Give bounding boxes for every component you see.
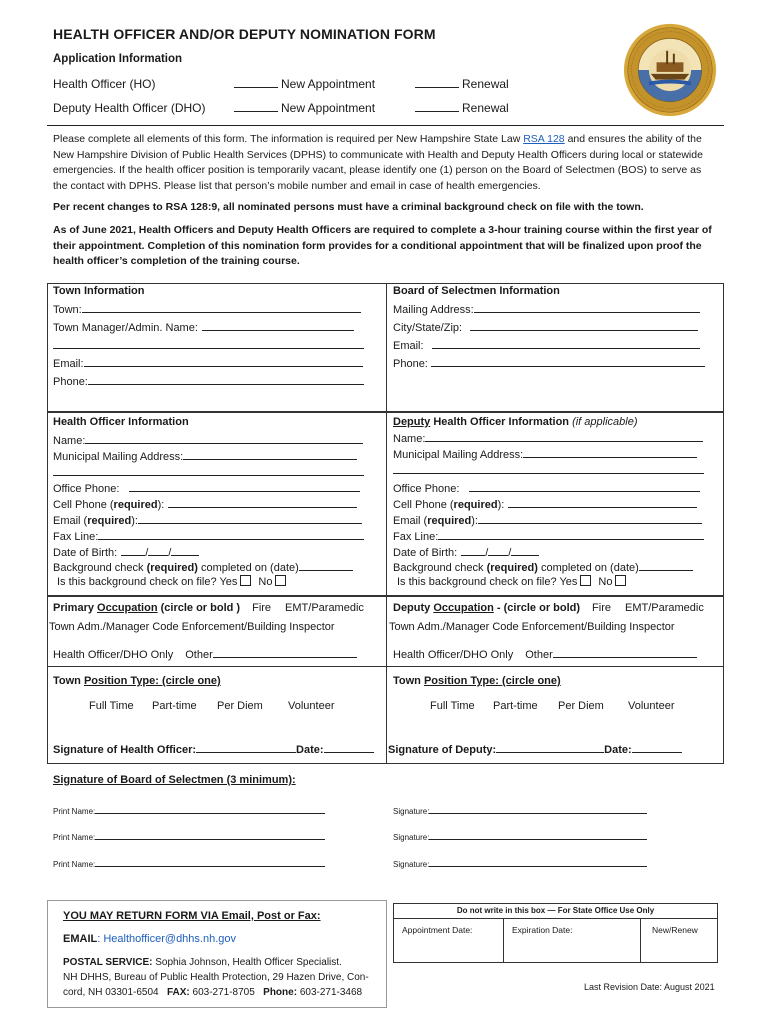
- dho-renewal-blank[interactable]: [415, 101, 459, 112]
- dho-fax-field[interactable]: Fax Line:: [393, 529, 704, 543]
- dho-office-phone-field[interactable]: Office Phone:: [393, 481, 700, 495]
- dho-mailing-line2[interactable]: [393, 463, 704, 477]
- bos-signature-2[interactable]: Signature:: [393, 832, 647, 842]
- ho-position-part[interactable]: Part-time: [152, 700, 197, 712]
- office-use-heading: Do not write in this box — For State Office Use Only: [456, 906, 655, 915]
- ho-cell-field[interactable]: Cell Phone (required):: [53, 497, 357, 511]
- town-email-field[interactable]: Email:: [53, 356, 363, 370]
- ho-renewal-label: Renewal: [462, 77, 509, 91]
- ho-mailing-field[interactable]: Municipal Mailing Address:: [53, 449, 357, 463]
- ho-office-phone-field[interactable]: Office Phone:: [53, 481, 360, 495]
- background-check-notice: Per recent changes to RSA 128:9, all nominated persons must have a criminal background check on file with the town.: [53, 201, 644, 213]
- header-divider: [47, 125, 724, 126]
- office-appointment-date: Appointment Date:: [402, 925, 473, 935]
- office-use-header-line: [393, 918, 718, 919]
- deputy-occupation-row: Deputy Occupation - (circle or bold) Fire EMT/Paramedic: [393, 602, 704, 614]
- deputy-occupation-emt-option[interactable]: EMT/Paramedic: [625, 602, 704, 614]
- deputy-occupation-ho-only-option[interactable]: Health Officer/DHO Only: [393, 649, 514, 661]
- training-notice: As of June 2021, Health Officers and Deputy Health Officers are required to complete a 3-hour training course within the first year of their appointment. Completion of this nomination form provides for a conditional appointment that will be finalized upon proof the health officer’s completion of the training course.: [53, 224, 712, 267]
- officer-divider: [386, 412, 387, 596]
- dho-dob-field[interactable]: Date of Birth: / /: [393, 545, 539, 559]
- office-use-divider-2: [640, 918, 641, 963]
- dho-position-part[interactable]: Part-time: [493, 700, 538, 712]
- bos-email-field[interactable]: Email:: [393, 338, 700, 352]
- dho-position-volunteer[interactable]: Volunteer: [628, 700, 675, 712]
- bos-print-name-3[interactable]: Print Name:: [53, 859, 325, 869]
- ho-mailing-line2[interactable]: [53, 465, 364, 479]
- bos-mailing-field[interactable]: Mailing Address:: [393, 302, 700, 316]
- ho-onfile-yes-checkbox[interactable]: [240, 575, 251, 586]
- dho-onfile-yes-checkbox[interactable]: [580, 575, 591, 586]
- ho-onfile-no-checkbox[interactable]: [275, 575, 286, 586]
- dho-renewal-label: Renewal: [462, 101, 509, 115]
- bos-print-name-1[interactable]: Print Name:: [53, 806, 325, 816]
- occupation-fire-option[interactable]: Fire: [252, 602, 272, 614]
- office-use-divider-1: [503, 918, 504, 963]
- town-manager-line2[interactable]: [53, 338, 364, 352]
- dho-cell-field[interactable]: Cell Phone (required):: [393, 497, 697, 511]
- ho-position-heading: Town Position Type: (circle one): [53, 675, 221, 687]
- ho-info-heading: Health Officer Information: [53, 416, 189, 428]
- bos-city-field[interactable]: City/State/Zip:: [393, 320, 698, 334]
- dho-position-heading: Town Position Type: (circle one): [393, 675, 561, 687]
- dho-onfile-no-checkbox[interactable]: [615, 575, 626, 586]
- town-field[interactable]: Town:: [53, 302, 361, 316]
- ho-name-field[interactable]: Name:: [53, 433, 363, 447]
- dho-name-field[interactable]: Name:: [393, 431, 703, 445]
- return-heading: YOU MAY RETURN FORM VIA Email, Post or Fax:: [63, 910, 321, 922]
- ho-new-blank[interactable]: [234, 77, 278, 88]
- ho-fax-field[interactable]: Fax Line:: [53, 529, 364, 543]
- last-revision-date: Last Revision Date: August 2021: [584, 982, 715, 992]
- form-title: HEALTH OFFICER AND/OR DEPUTY NOMINATION FORM: [53, 26, 436, 42]
- ho-onfile-row: Is this background check on file? Yes No: [57, 575, 289, 588]
- dho-new-label: New Appointment: [281, 101, 376, 115]
- deputy-occupation-fire-option[interactable]: Fire: [592, 602, 611, 614]
- primary-occupation-line2[interactable]: Town Adm./Manager Code Enforcement/Building Inspector: [49, 621, 335, 633]
- office-expiration-date: Expiration Date:: [512, 925, 573, 935]
- ho-email-field[interactable]: Email (required):: [53, 513, 362, 527]
- ho-position-full[interactable]: Full Time: [89, 700, 134, 712]
- state-seal-icon: [622, 22, 718, 118]
- deputy-occupation-line3: Health Officer/DHO Only Other: [393, 647, 697, 661]
- ho-background-field[interactable]: Background check (required) completed on (date): [53, 560, 353, 574]
- dho-new-blank[interactable]: [234, 101, 278, 112]
- town-info-heading: Town Information: [53, 285, 145, 297]
- dho-position-full[interactable]: Full Time: [430, 700, 475, 712]
- bos-print-name-2[interactable]: Print Name:: [53, 832, 325, 842]
- bos-info-heading: Board of Selectmen Information: [393, 285, 560, 297]
- occupation-divider: [386, 596, 387, 764]
- ho-renewal[interactable]: [415, 77, 509, 91]
- ho-renewal-blank[interactable]: [415, 77, 459, 88]
- ho-dob-field[interactable]: Date of Birth: / /: [53, 545, 199, 559]
- bos-signature-3[interactable]: Signature:: [393, 859, 647, 869]
- dho-background-field[interactable]: Background check (required) completed on (date): [393, 560, 693, 574]
- bos-signature-1[interactable]: Signature:: [393, 806, 647, 816]
- deputy-occupation-line2[interactable]: Town Adm./Manager Code Enforcement/Building Inspector: [389, 621, 675, 633]
- town-manager-field[interactable]: Town Manager/Admin. Name:: [53, 320, 354, 334]
- primary-occupation-row: Primary Occupation (circle or bold ) Fire EMT/Paramedic: [53, 602, 364, 614]
- return-postal: POSTAL SERVICE: Sophia Johnson, Health Officer Specialist. NH DHHS, Bureau of Public Health Protection, 29 Hazen Drive, Con- cord, NH 03301-6504 FAX: 603-271-8705 Phone: 603-271-3468: [63, 957, 369, 998]
- office-new-renew: New/Renew: [652, 925, 698, 935]
- intro-paragraph: Please complete all elements of this form. The information is required per New Hampshire State Law RSA 128 and ensures the ability of the New Hampshire Division of Public Health Services (DPHS) to communicate with Health and Deputy Health Officers during local or statewide emergencies. If the health officer position is temporarily vacant, please identify one (1) person on the Board of Selectmen (BOS) to serve as the contact with DPHS. Please list that person’s mobile number and email in case of health emergencies.: [53, 133, 703, 192]
- application-info-heading: Application Information: [53, 53, 183, 65]
- return-email: EMAIL: Healthofficer@dhhs.nh.gov: [63, 933, 237, 945]
- town-phone-field[interactable]: Phone:: [53, 374, 364, 388]
- ho-signature-field[interactable]: Signature of Health Officer: Date:: [53, 742, 374, 756]
- dho-renewal[interactable]: [415, 101, 509, 115]
- ho-new-appointment[interactable]: [234, 77, 375, 91]
- dho-mailing-field[interactable]: Municipal Mailing Address:: [393, 447, 697, 461]
- ho-position-diem[interactable]: Per Diem: [217, 700, 263, 712]
- ho-row-label: Health Officer (HO): [53, 77, 156, 91]
- dho-row-label: Deputy Health Officer (DHO): [53, 101, 206, 115]
- occupation-ho-only-option[interactable]: Health Officer/DHO Only: [53, 649, 174, 661]
- return-email-link[interactable]: : Healthofficer@dhhs.nh.gov: [97, 933, 237, 945]
- ho-position-volunteer[interactable]: Volunteer: [288, 700, 335, 712]
- occupation-position-divider: [47, 666, 724, 667]
- rsa-128-link[interactable]: RSA 128: [523, 133, 565, 145]
- occupation-emt-option[interactable]: EMT/Paramedic: [285, 602, 364, 614]
- dho-signature-field[interactable]: Signature of Deputy: Date:: [388, 742, 682, 756]
- dho-position-diem[interactable]: Per Diem: [558, 700, 604, 712]
- bos-signature-heading: Signature of Board of Selectmen (3 minimum):: [53, 774, 296, 786]
- ho-new-label: New Appointment: [281, 77, 376, 91]
- dho-new-appointment[interactable]: [234, 101, 375, 115]
- dho-email-field[interactable]: Email (required):: [393, 513, 702, 527]
- primary-occupation-line3: Health Officer/DHO Only Other: [53, 647, 357, 661]
- dho-onfile-row: Is this background check on file? Yes No: [397, 575, 629, 588]
- bos-phone-field[interactable]: Phone:: [393, 356, 705, 370]
- section-divider: [386, 283, 387, 412]
- dho-info-heading: Deputy Health Officer Information (if applicable): [393, 416, 638, 428]
